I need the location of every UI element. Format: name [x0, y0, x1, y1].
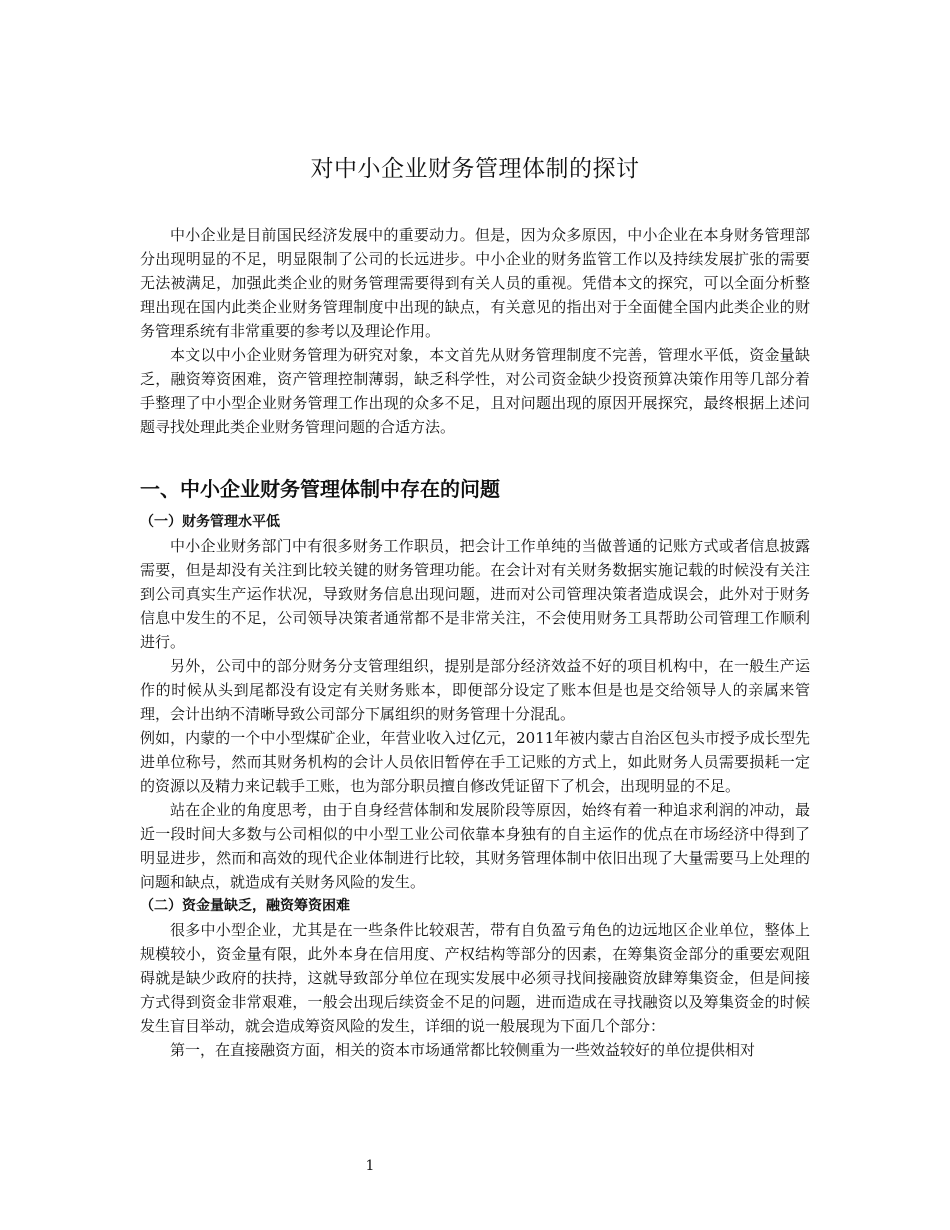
section-heading-1: 一、中小企业财务管理体制中存在的问题 [140, 477, 500, 501]
abstract-paragraph-1: 中小企业是目前国民经济发展中的重要动力。但是，因为众多原因，中小企业在本身财务管理部分出现明显的不足，明显限制了公司的长远进步。中小企业的财务监管工作以及持续发展扩张的需要无法被满足，加强此类企业的财务管理需要得到有关人员的重视。凭借本文的探究，可以全面分析整理出现在国内此类企业财务管理制度中出现的缺点，有关意见的指出对于全面健全国内此类企业的财务管理系统有非常重要的参考以及理论作用。 [140, 226, 810, 340]
abstract-paragraph-2: 本文以中小企业财务管理为研究对象，本文首先从财务管理制度不完善，管理水平低，资金量缺乏，融资筹资困难，资产管理控制薄弱，缺乏科学性，对公司资金缺少投资预算决策作用等几部分着手整理了中小型企业财务管理工作出现的众多不足，且对问题出现的原因开展探究，最终根据上述问题寻找处理此类企业财务管理问题的合适方法。 [140, 346, 810, 436]
subsection-heading-2: （二）资金量缺乏，融资筹资困难 [140, 898, 350, 914]
subsection-heading-1: （一）财务管理水平低 [140, 514, 280, 530]
body-paragraph: 很多中小型企业，尤其是在一些条件比较艰苦，带有自负盈亏角色的边远地区企业单位，整体上规模较小，资金量有限，此外本身在信用度、产权结构等部分的因素，在筹集资金部分的重要宏观阻碍就是缺少政府的扶持，这就导致部分单位在现实发展中必须寻找间接融资放肆筹集资金，但是间接方式得到资金非常艰难，一般会出现后续资金不足的问题，进而造成在寻找融资以及筹集资金的时候发生盲目举动，就会造成筹资风险的发生，详细的说一般展现为下面几个部分： [140, 921, 810, 1035]
body-paragraph: 另外，公司中的部分财务分支管理组织，提别是部分经济效益不好的项目机构中，在一般生产运作的时候从头到尾都没有设定有关财务账本，即便部分设定了账本但是也是交给领导人的亲属来管理，会计出纳不清晰导致公司部分下属组织的财务管理十分混乱。 [140, 657, 810, 723]
page-number: 1 [365, 1158, 375, 1174]
document-body [140, 150, 810, 1062]
body-paragraph: 站在企业的角度思考，由于自身经营体制和发展阶段等原因，始终有着一种追求利润的冲动，最近一段时间大多数与公司相似的中小型工业公司依靠本身独有的自主运作的优点在市场经济中得到了明显进步，然而和高效的现代企业体制进行比较，其财务管理体制中依旧出现了大量需要马上处理的问题和缺点，就造成有关财务风险的发生。 [140, 801, 810, 891]
body-paragraph: 中小企业财务部门中有很多财务工作职员，把会计工作单纯的当做普通的记账方式或者信息披露需要，但是却没有关注到比较关键的财务管理功能。在会计对有关财务数据实施记载的时候没有关注到公司真实生产运作状况，导致财务信息出现问题，进而对公司管理决策者造成误会，此外对于财务信息中发生的不足，公司领导决策者通常都不是非常关注，不会使用财务工具帮助公司管理工作顺利进行。 [140, 537, 810, 651]
body-paragraph: 第一，在直接融资方面，相关的资本市场通常都比较侧重为一些效益较好的单位提供相对 [170, 1041, 756, 1059]
document-title: 对中小企业财务管理体制的探讨 [310, 156, 640, 182]
body-paragraph-example: 例如，内蒙的一个中小型煤矿企业，年营业收入过亿元，2011年被内蒙古自治区包头市授予成长型先进单位称号，然而其财务机构的会计人员依旧暂停在手工记账的方式上，如此财务人员需要损耗一定的资源以及精力来记载手工账，也为部分职员擅自修改凭证留下了机会，出现明显的不足。 [140, 729, 810, 795]
